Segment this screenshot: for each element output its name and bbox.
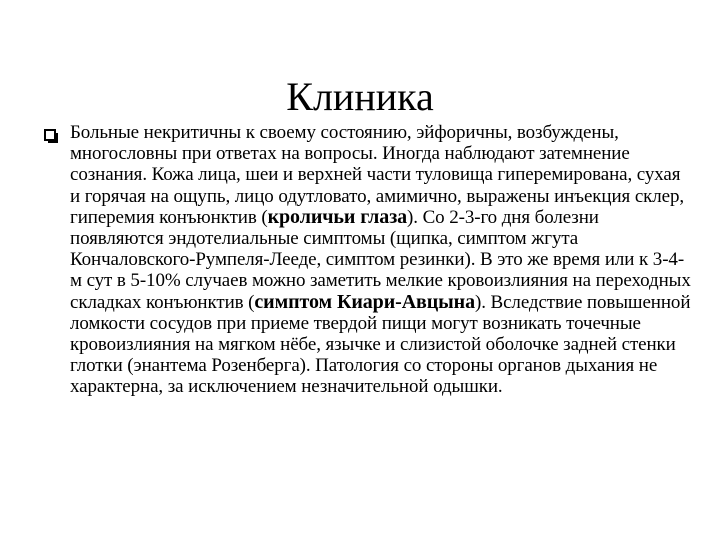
hollow-square-bullet-icon bbox=[44, 129, 56, 141]
slide-title: Клиника bbox=[286, 73, 434, 119]
paragraph-text-part-2: ). Со 2-3-го дня болезни появляются эндотелиальные симптомы (щипка, симптом жгута Кончаловского-Румпеля-Лееде, симптом резинки). В это же время или к 3-4-м сут в 5-10% случаев можно заметить мелкие кровоизлияния на переходных складках конъюнктив ( bbox=[70, 206, 691, 313]
bold-term-rabbit-eyes: кроличьи глаза bbox=[267, 205, 408, 228]
paragraph-text-part-3: ). Вследствие повышенной ломкости сосудов при приеме твердой пищи могут возникать точечные кровоизлияния на мягком нёбе, язычке и слизистой оболочке задней стенки глотки (энантема Розенберга). Патология со стороны органов дыхания не характерна, за исключением незначительной одышки. bbox=[70, 291, 691, 398]
paragraph-text-part-1: Больные некритичны к своему состоянию, эйфоричны, возбуждены, многословны при ответах на вопросы. Иногда наблюдают затемнение сознания. Кожа лица, шеи и верхней части туловища гиперемирована, сухая и горячая на ощупь, лицо одутловато, амимично, выражены инъекция склер, гиперемия конъюнктив ( bbox=[70, 122, 685, 228]
bold-term-chiari-avtsyn-sign: симптом Киари-Авцына bbox=[254, 290, 475, 313]
bullet-item bbox=[44, 122, 694, 398]
bullet-paragraph bbox=[70, 122, 694, 398]
